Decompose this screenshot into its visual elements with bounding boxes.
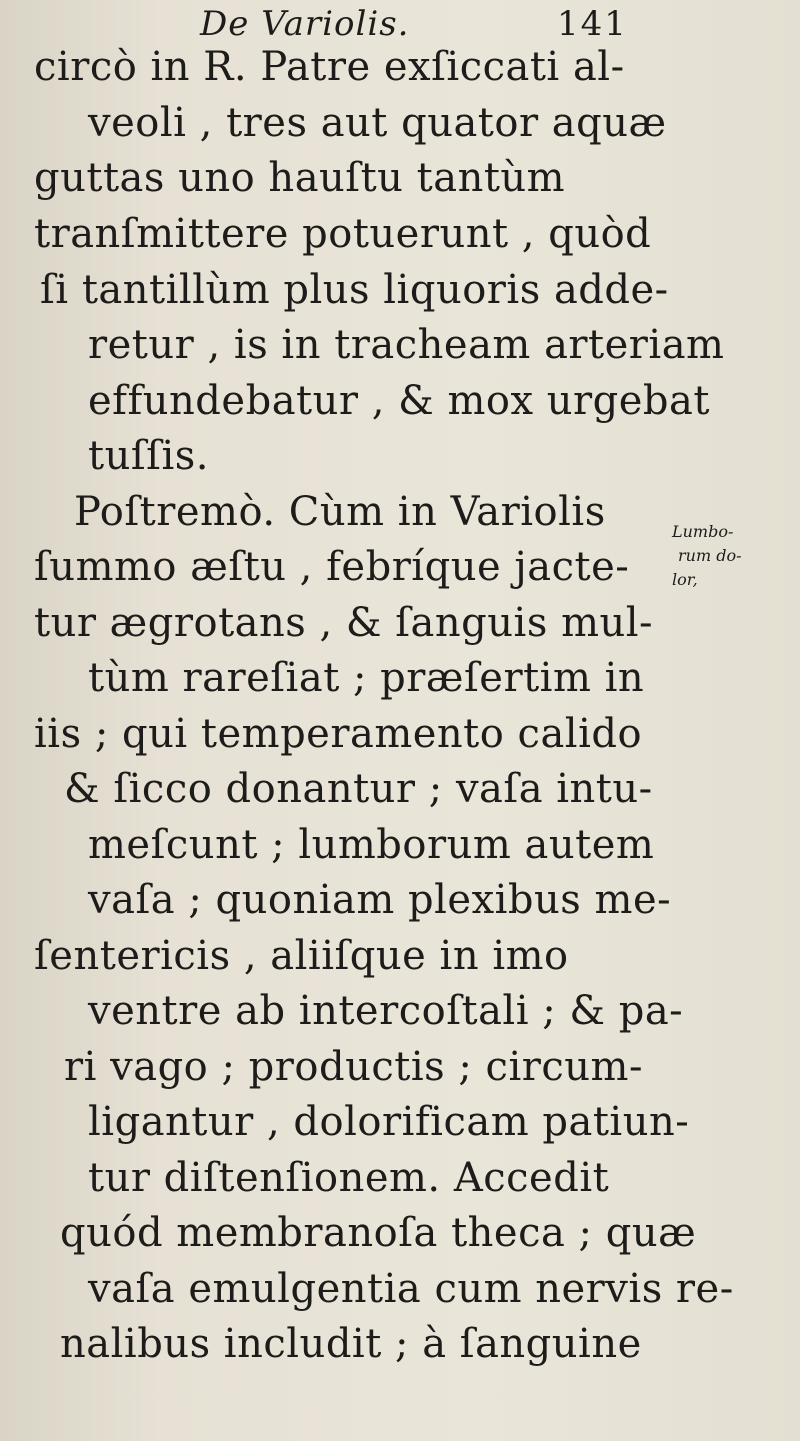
text-line-16: vaſa ; quoniam plexibus me-	[88, 877, 672, 923]
text-line-6: retur , is in tracheam arteriam	[88, 322, 725, 368]
text-line-22: quód membranoſa theca ; quæ	[60, 1210, 697, 1256]
text-line-9: Poſtremò. Cùm in Variolis	[74, 489, 606, 535]
text-line-15: meſcunt ; lumborum autem	[88, 822, 655, 868]
text-line-1: circò in R. Patre exſiccati al-	[34, 44, 625, 90]
text-line-23: vaſa emulgentia cum nervis re-	[88, 1266, 734, 1312]
margin-note-line-3: lor,	[672, 570, 698, 589]
text-line-21: tur diſtenſionem. Accedit	[88, 1155, 610, 1201]
text-line-19: ri vago ; productis ; circum-	[64, 1044, 643, 1090]
text-line-13: iis ; qui temperamento calido	[34, 711, 643, 757]
text-line-5: ſi tantillùm plus liquoris adde-	[40, 267, 669, 313]
text-line-2: veoli , tres aut quator aquæ	[88, 100, 667, 146]
text-line-24: nalibus includit ; à ſanguine	[60, 1321, 642, 1367]
text-line-7: effundebatur , & mox urgebat	[88, 378, 710, 424]
text-line-20: ligantur , dolorificam patiun-	[88, 1099, 690, 1145]
text-line-18: ventre ab intercoſtali ; & pa-	[88, 988, 684, 1034]
text-line-11: tur ægrotans , & ſanguis mul-	[34, 600, 654, 646]
margin-note-line-2: rum do-	[678, 546, 742, 565]
text-line-10: ſummo æſtu , febríque jacte-	[34, 544, 630, 590]
text-line-17: ſentericis , aliiſque in imo	[34, 933, 569, 979]
margin-note	[672, 520, 742, 592]
text-line-4: tranſmittere potuerunt , quòd	[34, 211, 652, 257]
text-line-3: guttas uno hauſtu tantùm	[34, 155, 566, 201]
text-line-8: tuſſis.	[88, 433, 209, 479]
running-title: De Variolis.	[200, 4, 410, 44]
text-line-12: tùm rareſiat ; præſertim in	[88, 655, 645, 701]
text-line-14: & ſicco donantur ; vaſa intu-	[64, 766, 653, 812]
page-number: 141	[557, 4, 628, 44]
margin-note-line-1: Lumbo-	[672, 522, 734, 541]
